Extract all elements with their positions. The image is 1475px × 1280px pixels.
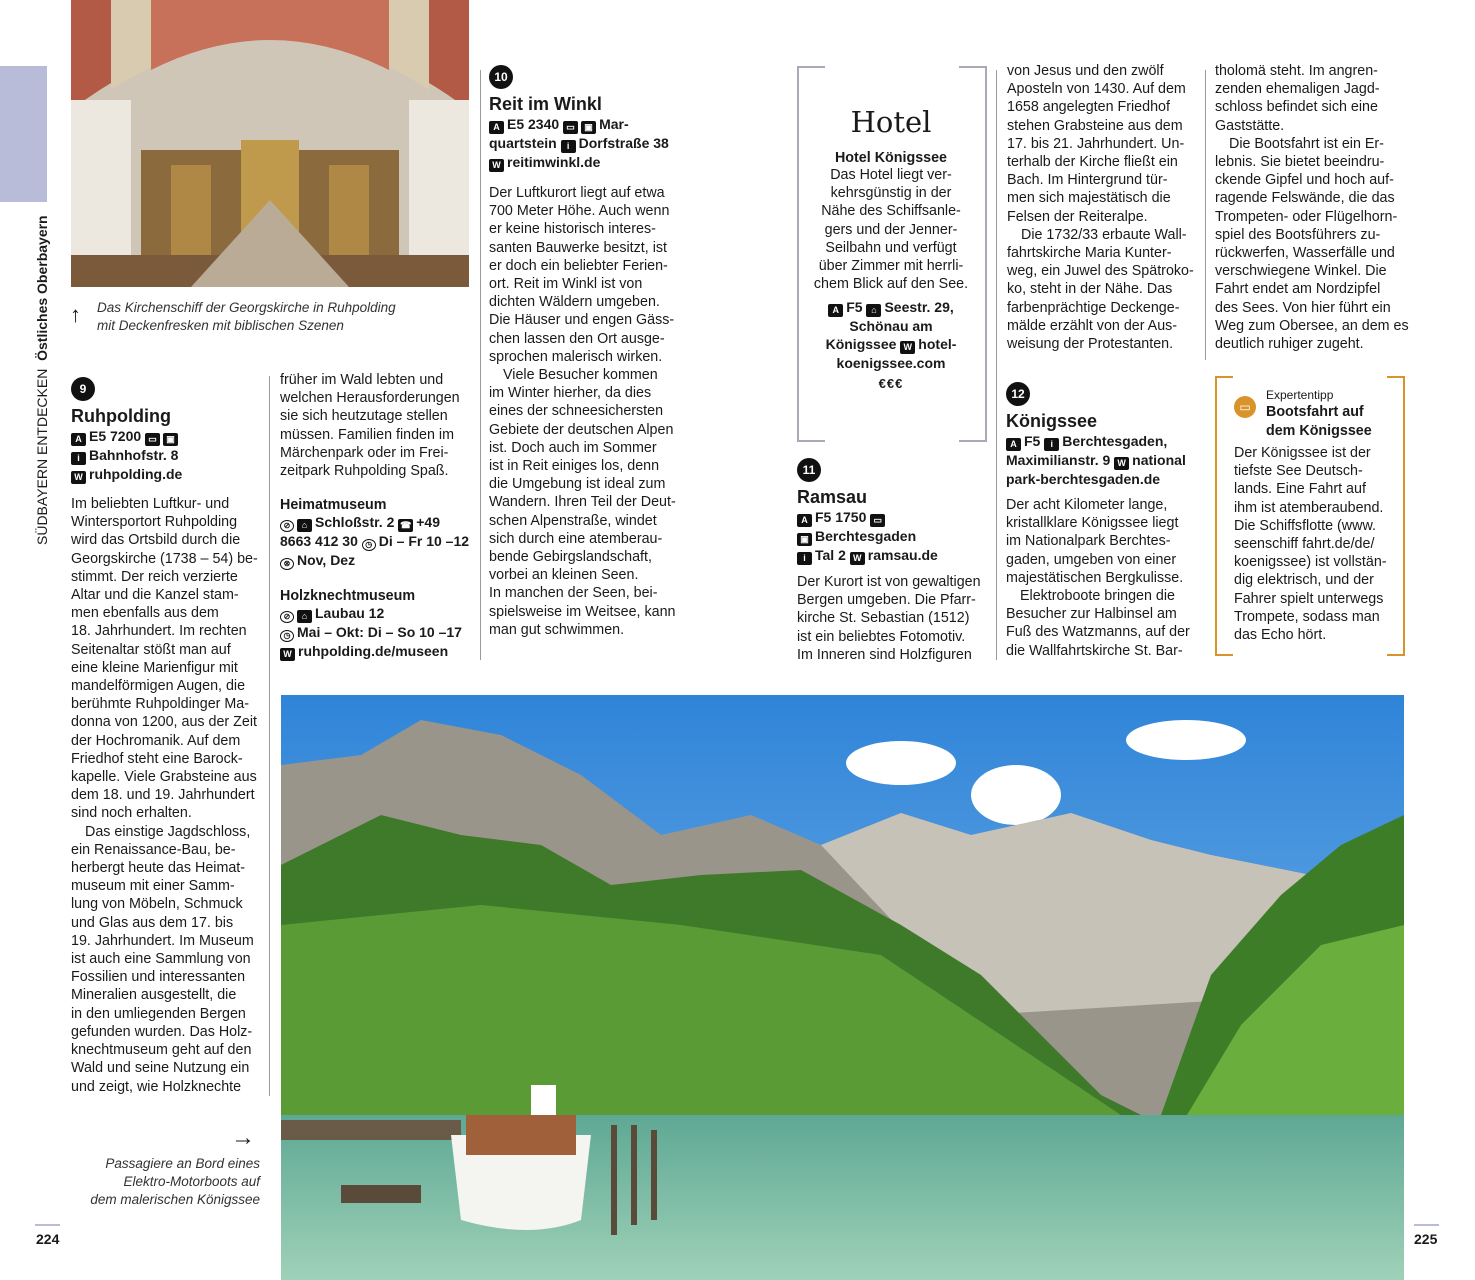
train-icon: ▣ [797, 533, 812, 546]
location-icon: ⊘ [280, 520, 294, 532]
ramsau-entry: 11 Ramsau A F5 1750 ▭ ▣ Berchtesgaden i Tal 2 W ramsau.de Der Kurort ist von gewaltigen Bergen umgeben. Die Pfarr- kirche St. Sebastian (1512) ist ein beliebtes Fotomotiv. Im Inneren sind Holzfiguren [797, 458, 992, 664]
hotel-body: Das Hotel liegt ver- kehrsgünstig in der Nähe des Schiffsanle- gers und der Jenner- Seilbahn und verfügt über Zimmer mit herrli- chem Blick auf den See. [813, 167, 969, 293]
website-link[interactable]: park-berchtesgaden.de [1006, 471, 1161, 487]
bus-icon: ▭ [563, 121, 578, 134]
church-caption: Das Kirchenschiff der Georgskirche in Ruhpolding mit Deckenfresken mit biblischen Szenen [97, 300, 396, 333]
side-tab [0, 66, 47, 202]
address-icon: ⌂ [866, 304, 881, 317]
entry-number: 12 [1006, 382, 1030, 406]
address-icon: ⌂ [297, 610, 312, 623]
tip-title-2: dem Königssee [1266, 423, 1372, 439]
tip-corner [1387, 376, 1405, 378]
hotel-name: Hotel Königssee [834, 150, 947, 166]
museum-title: Holzknechtmuseum [280, 588, 416, 604]
church-interior-photo [71, 0, 469, 287]
koenigssee-photo [281, 695, 1404, 1280]
section-label: SÜDBAYERN ENTDECKEN [34, 368, 50, 545]
koenigssee-entry: 12 Königssee A F5 i Berchtesgaden, Maximilianstr. 9 W national park-berchtesgaden.de Der acht Kilometer lange, kristallklare Königssee liegt im Nationalpark Berchtes- gaden, umgeben von einer majestätischen Bergkulisse. Elektroboote bringen die Besucher zur Halbinsel am Fuß des Watzmanns, auf der die Wallfahrtskirche St. Bar- [1006, 382, 1201, 660]
up-arrow-icon: ↑ [70, 302, 81, 327]
web-icon: W [900, 341, 915, 354]
info-icon: i [71, 452, 86, 465]
clock-icon: ◷ [362, 539, 376, 551]
side-section-label [34, 215, 50, 545]
entry-body: Der Kurort ist von gewaltigen Bergen umgeben. Die Pfarr- kirche St. Sebastian (1512) ist ein beliebtes Fotomotiv. Im Inneren sind Holzfiguren [797, 574, 981, 663]
web-icon: W [1114, 457, 1129, 470]
entry-title: Ruhpolding [71, 406, 171, 426]
tip-corner [1215, 376, 1233, 378]
tip-corner [1215, 654, 1233, 656]
web-icon: W [71, 471, 86, 484]
museum-title: Heimatmuseum [280, 497, 387, 513]
expert-tip-box [1215, 376, 1405, 656]
address-icon: ⌂ [297, 519, 312, 532]
page-number-left: 224 [36, 1231, 60, 1247]
location-icon: ⊘ [280, 611, 294, 623]
entry-title: Ramsau [797, 487, 868, 507]
right-arrow-icon: → [231, 1124, 255, 1151]
web-icon: W [280, 648, 295, 661]
price-indicator: €€€ [878, 376, 904, 392]
entry-number: 9 [71, 377, 95, 401]
clock-icon: ◷ [280, 630, 294, 642]
entry-body: Im beliebten Luftkur- und Wintersportort Ruhpolding wird das Ortsbild durch die Georgskirche (1738 – 54) be- stimmt. Der reich verzierte Altar und die Kanzel stam- men ebenfalls aus dem 18. Jahrhundert. Im rechten Seitenaltar stößt man auf eine kleine Marienfigur mit mandelförmigen Augen, die berühmte Ruhpoldinger Ma- donna von 1200, aus der Zeit der Hochromanik. Auf dem Friedhof steht eine Barock- kapelle. Viele Grabsteine aus dem 18. und 19. Jahrhundert sind noch erhalten. Das einstige Jagdschloss, ein Renaissance-Bau, be- herbergt heute das Heimat- museum mit einer Samm- lung von Möbeln, Schmuck und Glas aus dem 17. bis 19. Jahrhundert. Im Museum ist auch eine Sammlung von Fossilien und interessanten Mineralien ausgestellt, die in den umliegenden Bergen gefunden wurden. Das Holz- knechtmuseum geht auf den Wald und seine Nutzung ein und zeigt, wie Holzknechte [71, 496, 258, 1095]
tip-corner [1387, 654, 1405, 656]
info-icon: i [1044, 438, 1059, 451]
train-icon: ▣ [581, 121, 596, 134]
website-link[interactable]: ramsau.de [867, 547, 938, 563]
ruhpolding-entry: 9 Ruhpolding A E5 7200 ▭ ▣ i Bahnhofstr. 8 W ruhpolding.de Im beliebten Luftkur- und Wintersportort Ruhpolding wird das Ortsbild durch die Georgskirche (1738 – 54) be- stimmt. Der reich verzierte Altar und die Kanzel stam- men ebenfalls aus dem 18. Jahrhundert. Im rechten Seitenaltar stößt man auf eine kleine Marienfigur mit mandelförmigen Augen, die berühmte Ruhpoldinger Ma- donna von 1200, aus der Zeit der Hochromanik. Auf dem Friedhof steht eine Barock- kapelle. Viele Grabsteine aus dem 18. und 19. Jahrhundert sind noch erhalten. Das einstige Jagdschloss, ein Renaissance-Bau, be- herbergt heute das Heimat- museum mit einer Samm- lung von Möbeln, Schmuck und Glas aus dem 17. bis 19. Jahrhundert. Im Museum ist auch eine Sammlung von Fossilien und interessanten Mineralien ausgestellt, die in den umliegenden Bergen gefunden wurden. Das Holz- knechtmuseum geht auf den Wald und seine Nutzung ein und zeigt, wie Holzknechte [71, 377, 261, 1096]
hotel-box: Hotel Hotel Königssee Das Hotel liegt ver- kehrsgünstig in der Nähe des Schiffsanle- gers und der Jenner- Seilbahn und verfügt über Zimmer mit herrli- chem Blick auf den See. A F5 ⌂ Seestr. 29, Schönau am Königssee W hotel- koenigssee.com €€€ [805, 102, 977, 391]
entry-title: Reit im Winkl [489, 94, 602, 114]
web-icon: W [850, 552, 865, 565]
website-link[interactable]: national [1132, 452, 1186, 468]
info-icon: i [797, 552, 812, 565]
entry-body: Der acht Kilometer lange, kristallklare Königssee liegt im Nationalpark Berchtes- gaden, umgeben von einer majestätischen Bergkulisse. Elektroboote bringen die Besucher zur Halbinsel am Fuß des Watzmanns, auf der die Wallfahrtskirche St. Bar- [1006, 497, 1190, 659]
closed-icon: ⊗ [280, 558, 294, 570]
column-rule [996, 70, 997, 660]
bus-icon: ▭ [870, 514, 885, 527]
reit-im-winkl-entry: 10 Reit im Winkl A E5 2340 ▭ ▣ Mar- quartstein i Dorfstraße 38 W reitimwinkl.de Der Luftkurort liegt auf etwa 700 Meter Höhe. Auch wenn er keine historisch interes- santen Bauwerke besitzt, ist er doch ein beliebter Ferien- ort. Reit im Winkl ist von dichten Wäldern umgeben. Die Häuser und engen Gäss- chen lassen den Ort ausge- sprochen malerisch wirken. Viele Besucher kommen im Winter hierher, da dies eines der schneesichersten Gebiete der deutschen Alpen ist. Doch auch im Sommer ist in Reit einiges los, denn die Umgebung ist ideal zum Wandern. Ihren Teil der Deut- schen Alpenstraße, windet sich durch eine atemberau- bende Gebirgslandschaft, vorbei an kleinen Seen. In manchen der Seen, bei- spielsweise im Weitsee, kann man gut schwimmen. [489, 65, 684, 639]
column-rule [269, 376, 270, 1096]
region-label: Östliches Oberbayern [34, 215, 50, 361]
speech-bubble-icon: ▭ [1234, 396, 1256, 418]
tip-title: Bootsfahrt auf [1266, 404, 1364, 420]
page-number-rule [1414, 1224, 1439, 1226]
info-icon: i [561, 140, 576, 153]
heimatmuseum-block: Heimatmuseum ⊘ ⌂ Schloßstr. 2 ☎ +49 8663 412 30 ◷ Di – Fr 10 –12 ⊗ Nov, Dez [280, 497, 475, 570]
map-icon: A [489, 121, 504, 134]
entry-title: Königssee [1006, 411, 1098, 431]
column-rule [1205, 70, 1206, 360]
map-icon: A [71, 433, 86, 446]
bus-icon: ▭ [145, 433, 160, 446]
entry-number: 11 [797, 458, 821, 482]
koenigssee-continued: tholomä steht. Im angren- zenden ehemaligen Jagd- schloss befindet sich eine Gaststätte. Die Bootsfahrt ist ein Er- lebnis. Sie bietet beeindru- ckende Gipfel und hoch auf- ragende Felswände, die das Trompeten- oder Flügelhorn- spiel des Bootsführers zu- rückwerfen, Wasserfälle und verschwiegene Winkel. Die Fahrt endet am Nordzipfel des Sees. Von hier führt ein Weg zum Obersee, an dem es deutlich ruhiger zugeht. [1215, 63, 1409, 353]
boat-caption: Passagiere an Bord eines Elektro-Motorboots auf dem malerischen Königssee [90, 1156, 260, 1207]
ramsau-continued: von Jesus und den zwölf Aposteln von 1430. Auf dem 1658 angelegten Friedhof stehen Grabsteine aus dem 17. bis 21. Jahrhundert. Un- terhalb der Kirche fließt ein Bach. Im Hintergrund tür- men sich majestätisch die Felsen der Reiteralpe. Die 1732/33 erbaute Wall- fahrtskirche Maria Kunter- weg, ein Juwel des Spätroko- ko, steht in der Nähe. Das farbenprächtige Deckenge- mälde erzählt von der Aus- weisung der Protestanten. [1007, 63, 1194, 353]
website-link[interactable]: hotel- [918, 336, 957, 353]
page-number-rule [35, 1224, 60, 1226]
entry-number: 10 [489, 65, 513, 89]
hotel-heading: Hotel [850, 105, 932, 139]
ruhpolding-continued: früher im Wald lebten und welchen Herausforderungen sie sich heutzutage stellen müssen. Familien finden im Märchenpark oder im Frei- zeitpark Ruhpolding Spaß. [280, 372, 460, 480]
website-link[interactable]: reitimwinkl.de [507, 154, 601, 170]
column-rule [480, 70, 481, 660]
website-link[interactable]: ruhpolding.de/museen [298, 643, 449, 659]
map-icon: A [797, 514, 812, 527]
map-icon: A [1006, 438, 1021, 451]
website-link[interactable]: ruhpolding.de [89, 466, 183, 482]
train-icon: ▣ [163, 433, 178, 446]
entry-body: Der Luftkurort liegt auf etwa 700 Meter Höhe. Auch wenn er keine historisch interes- santen Bauwerke besitzt, ist er doch ein beliebter Ferien- ort. Reit im Winkl ist von dichten Wäldern umgeben. Die Häuser und engen Gäss- chen lassen den Ort ausge- sprochen malerisch wirken. Viele Besucher kommen im Winter hierher, da dies eines der schneesichersten Gebiete der deutschen Alpen ist. Doch auch im Sommer ist in Reit einiges los, denn die Umgebung ist ideal zum Wandern. Ihren Teil der Deut- schen Alpenstraße, windet sich durch eine atemberau- bende Gebirgslandschaft, vorbei an kleinen Seen. In manchen der Seen, bei- spielsweise im Weitsee, kann man gut schwimmen. [489, 185, 676, 638]
website-link[interactable]: koenigssee.com [836, 355, 946, 372]
page-number-right: 225 [1414, 1231, 1438, 1247]
map-icon: A [828, 304, 843, 317]
tip-label: Expertentipp [1266, 388, 1334, 402]
web-icon: W [489, 159, 504, 172]
phone-icon: ☎ [400, 520, 412, 530]
tip-body: Der Königssee ist der tiefste See Deutsch- lands. Eine Fahrt auf ihm ist atemberaubend. Die Schiffsflotte (www. seenschiff fahrt.de/de/ koenigssee) ist vollstän- dig elektrisch, und der Fahrer spielt unterwegs Trompete, sodass man das Echo hört. [1234, 445, 1387, 644]
holzknechtmuseum-block: Holzknechtmuseum ⊘ ⌂ Laubau 12 ◷ Mai – Okt: Di – So 10 –17 W ruhpolding.de/museen [280, 588, 475, 661]
